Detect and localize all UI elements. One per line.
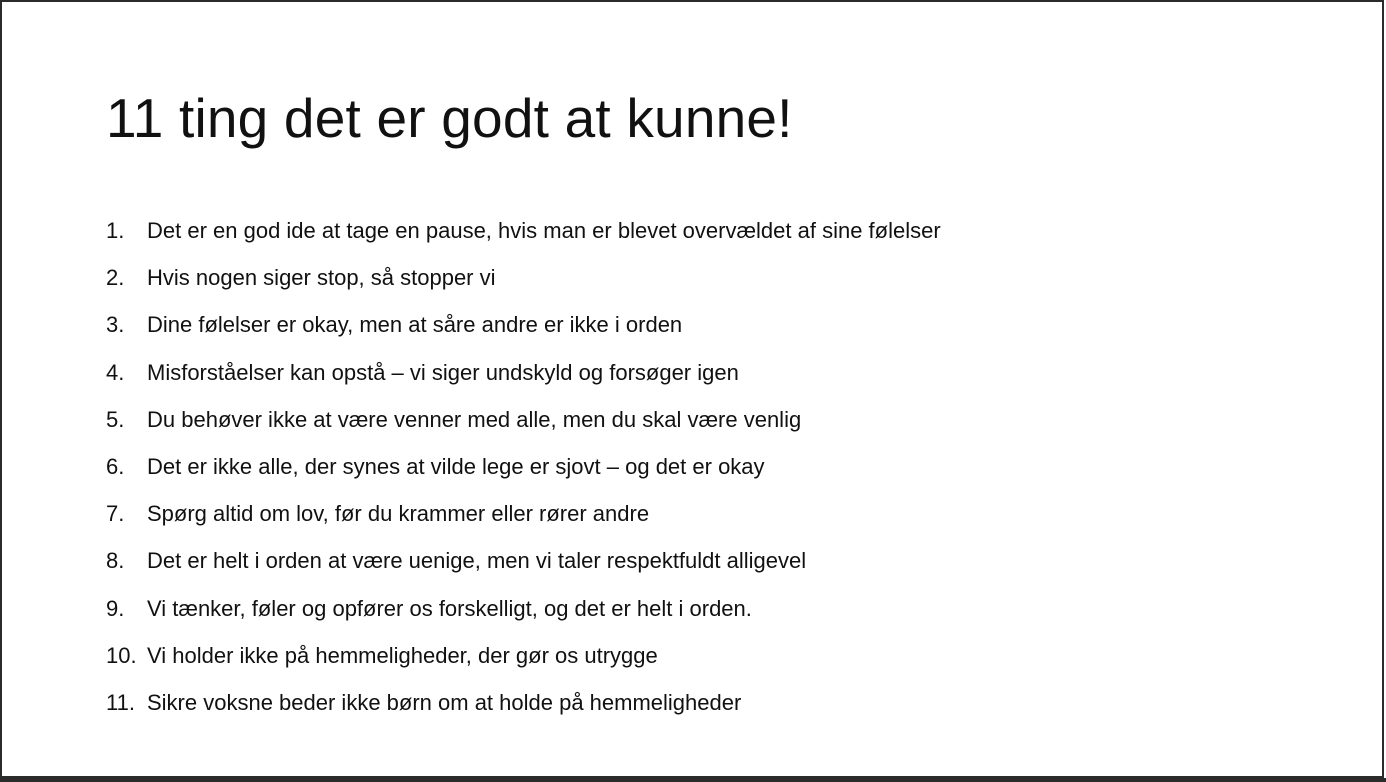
list-item-text: Det er ikke alle, der synes at vilde lege er sjovt – og det er okay <box>147 453 765 479</box>
list-item-text: Det er helt i orden at være uenige, men vi taler respektfuldt alligevel <box>147 548 807 574</box>
list-item-text: Du behøver ikke at være venner med alle, men du skal være venlig <box>147 406 802 432</box>
list-item-text: Hvis nogen siger stop, så stopper vi <box>147 265 496 291</box>
list-item-number: 3. <box>106 312 125 338</box>
list-item-number: 6. <box>106 453 125 479</box>
list-item-text: Sikre voksne beder ikke børn om at holde på hemmeligheder <box>147 689 742 715</box>
list-item-number: 4. <box>106 359 125 385</box>
list-item-number: 5. <box>106 406 125 432</box>
bottom-border <box>0 778 1386 782</box>
list-item-text: Vi holder ikke på hemmeligheder, der gør os utrygge <box>147 642 658 668</box>
list-item-number: 7. <box>106 501 125 527</box>
list-item-text: Vi tænker, føler og opfører os forskelligt, og det er helt i orden. <box>147 595 752 621</box>
list-item-text: Misforståelser kan opstå – vi siger undskyld og forsøger igen <box>147 359 739 385</box>
list-item-number: 2. <box>106 265 125 291</box>
list-item-number: 10. <box>106 642 137 668</box>
list-item-number: 11. <box>106 689 135 715</box>
list-item-text: Spørg altid om lov, før du krammer eller rører andre <box>147 501 650 527</box>
list-item-number: 8. <box>106 548 125 574</box>
list-item-number: 1. <box>106 218 125 243</box>
list-item-text: Dine følelser er okay, men at såre andre er ikke i orden <box>147 312 683 338</box>
slide-title: 11 ting det er godt at kunne! <box>106 87 793 149</box>
list-item-number: 9. <box>106 595 125 621</box>
list-item-text: Det er en god ide at tage en pause, hvis man er blevet overvældet af sine følelser <box>147 218 941 243</box>
